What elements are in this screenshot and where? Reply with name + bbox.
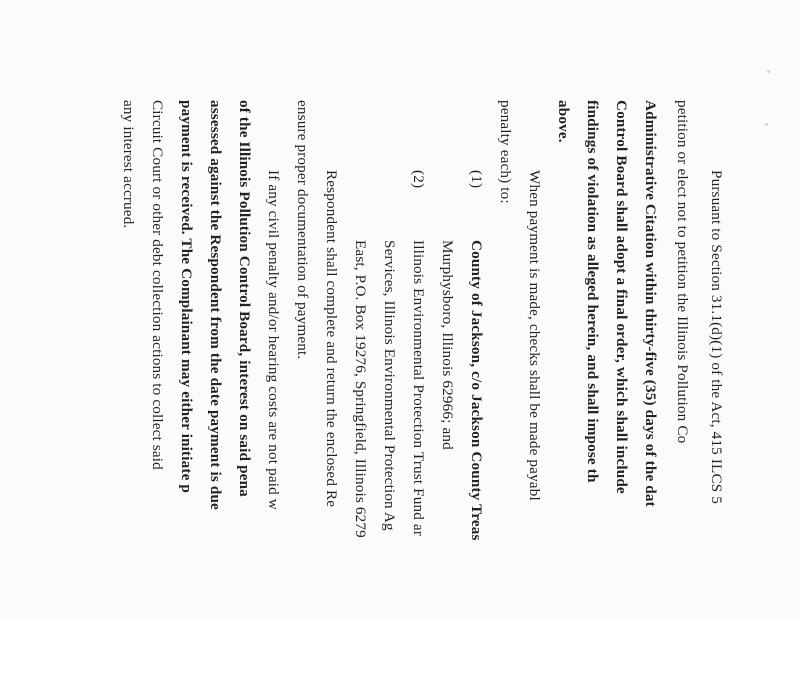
text-line: findings of violation as alleged herein, and shall impose th: [584, 100, 601, 483]
text-line: Services, Illinois Environmental Protection Ag: [381, 240, 398, 531]
text-line: When payment is made, checks shall be made payabl: [526, 170, 543, 501]
text-line: East, P.O. Box 19276, Springfield, Illinois 6279: [352, 240, 369, 538]
text-line: penalty each) to:: [497, 100, 514, 204]
text-line: County of Jackson, c/o Jackson County Treas: [468, 240, 485, 541]
text-line: assessed against the Respondent from the date payment is due: [207, 100, 224, 510]
scan-speck: [767, 70, 770, 73]
text-line: payment is received. The Complainant may either initiate p: [178, 100, 195, 494]
list-marker: (1): [468, 170, 485, 189]
text-line: ensure proper documentation of payment.: [294, 100, 311, 360]
text-line: Illinois Environmental Protection Trust Fund ar: [410, 240, 427, 537]
list-marker: (2): [410, 170, 427, 189]
scan-speck: [765, 123, 768, 126]
text-line: any interest accrued.: [120, 100, 137, 229]
text-line: Control Board shall adopt a final order, which shall include: [613, 100, 630, 494]
text-line: If any civil penalty and/or hearing costs are not paid w: [265, 170, 282, 510]
text-line: Circuit Court or other debt collection actions to collect said: [149, 100, 166, 470]
text-line: Murphysboro, Illinois 62966; and: [439, 240, 456, 450]
text-line: petition or elect not to petition the Illinois Pollution Co: [674, 100, 691, 444]
rotated-document-text: [120, 100, 725, 690]
text-line: Respondent shall complete and return the enclosed Re: [323, 170, 340, 508]
text-line: Administrative Citation within thirty-five (35) days of the dat: [642, 100, 659, 507]
text-line: of the Illinois Pollution Control Board, interest on said pena: [236, 100, 253, 497]
text-line: above.: [555, 100, 572, 143]
text-line: Pursuant to Section 31.1(d)(1) of the Act, 415 ILCS 5: [708, 170, 725, 505]
